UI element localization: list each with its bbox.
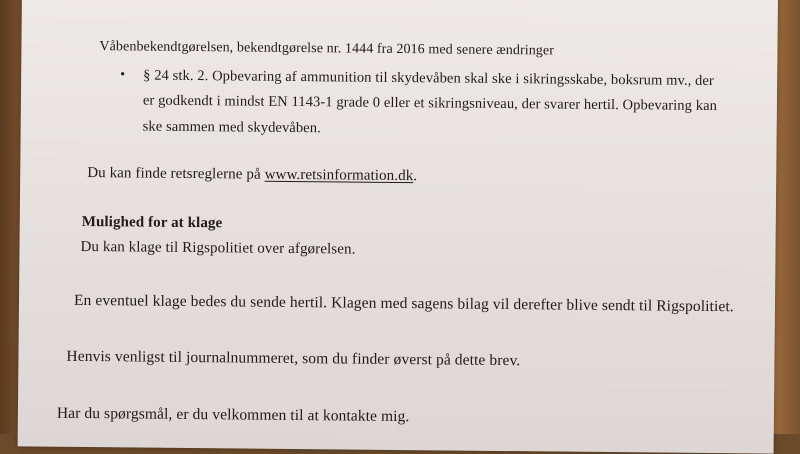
bullet-text-line-2: er godkendt i mindst EN 1143-1 grade 0 eller et sikringsniveau, der svarer hertil. Opbevaring kan (142, 92, 718, 115)
retsinformation-link[interactable]: www.retsinformation.dk (264, 166, 414, 185)
rules-end: . (413, 168, 418, 185)
questions-text: Har du spørgsmål, er du velkommen til at kontakte mig. (56, 404, 410, 426)
law-heading: Våbenbekendtgørelsen, bekendtgørelse nr. 1444 fra 2016 med senere ændringer (99, 39, 555, 59)
bullet-icon: • (120, 67, 126, 83)
journal-instructions: Henvis venligst til journalnummeret, som du finder øverst på dette brev. (66, 347, 521, 370)
complaint-text: Du kan klage til Rigspolitiet over afgørelsen. (80, 238, 356, 258)
rules-text: Du kan finde retsreglerne på (87, 165, 265, 183)
letter-page (18, 0, 778, 454)
bullet-text-line-1: § 24 stk. 2. Opbevaring af ammunition til skydevåben skal ske i sikringsskabe, boksrum mv., der (143, 67, 714, 90)
send-instructions: En eventuel klage bedes du sende hertil. Klagen med sagens bilag vil derefter blive sendt til Rigspolitiet. (73, 291, 734, 316)
rules-paragraph (87, 165, 417, 185)
bullet-text-line-3: ske sammen med skydevåben. (142, 118, 321, 137)
complaint-heading: Mulighed for at klage (81, 213, 223, 232)
